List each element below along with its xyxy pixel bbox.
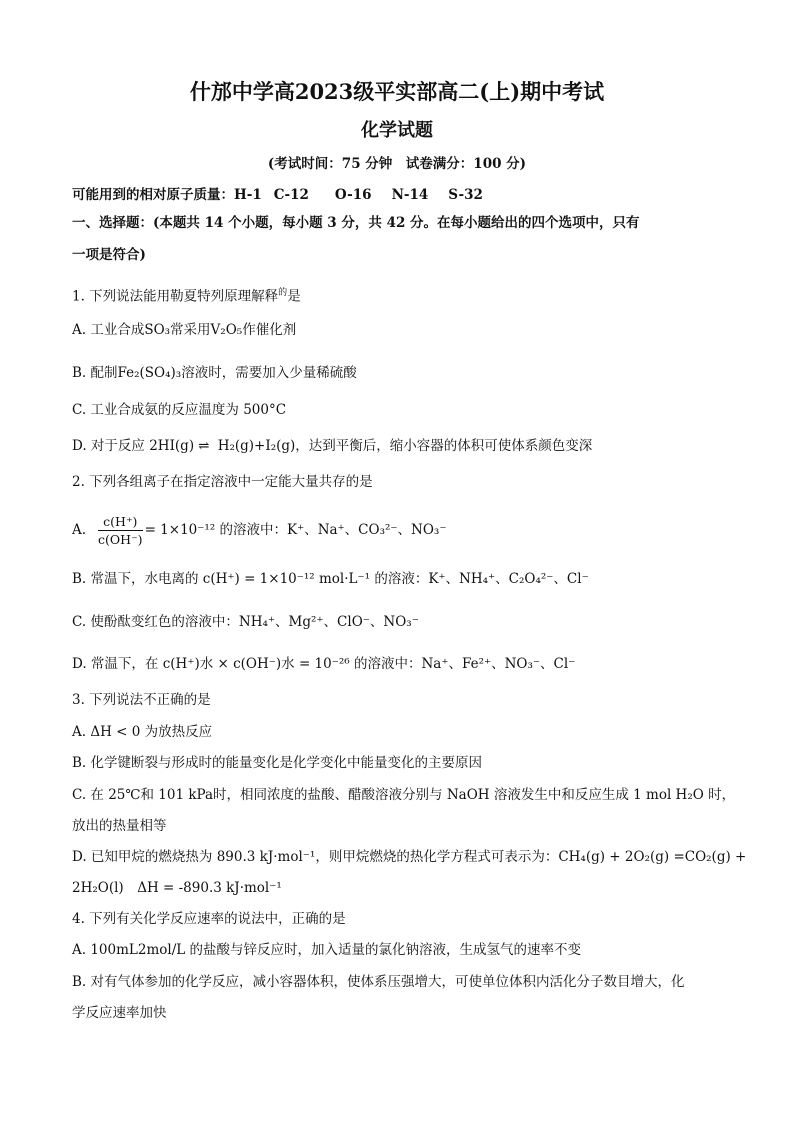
q4-stem: 4. 下列有关化学反应速率的说法中，正确的是 xyxy=(72,911,346,927)
atomic-masses-label: 可能用到的相对原子质量： xyxy=(72,187,234,203)
q3-option-c-line1: C. 在 25℃和 101 kPa时，相同浓度的盐酸、醋酸溶液分别与 NaOH 溶液发生中和反应生成 1 mol H₂O 时， xyxy=(72,787,736,803)
q4-option-b-line1: B. 对有气体参加的化学反应，减小容器体积，使体系压强增大，可使单位体积内活化分子数目增大，化 xyxy=(72,974,685,990)
atomic-mass-s: S-32 xyxy=(448,187,483,203)
q1-stem-end: 是 xyxy=(287,288,301,305)
exam-title: 什邡中学高2023级平实部高二(上)期中考试 xyxy=(189,79,605,104)
atomic-mass-o: O-16 xyxy=(334,187,372,203)
fraction-numerator: c(H⁺) xyxy=(98,513,143,531)
q2-option-b: B. 常温下，水电离的 c(H⁺) = 1×10⁻¹² mol·L⁻¹ 的溶液：K⁺、NH₄⁺、C₂O₄²⁻、Cl⁻ xyxy=(72,571,589,587)
q1-option-d xyxy=(72,437,592,455)
q2-option-a-rest: = 1×10⁻¹² 的溶液中：K⁺、Na⁺、CO₃²⁻、NO₃⁻ xyxy=(144,522,447,538)
section-heading-line2: 一项是符合) xyxy=(72,247,146,263)
q2-option-c: C. 使酚酞变红色的溶液中：NH₄⁺、Mg²⁺、ClO⁻、NO₃⁻ xyxy=(72,614,419,630)
q3-stem: 3. 下列说法不正确的是 xyxy=(72,692,211,708)
q2-option-a-label: A. xyxy=(72,522,87,538)
q2-stem: 2. 下列各组离子在指定溶液中一定能大量共存的是 xyxy=(72,474,373,490)
atomic-masses-line xyxy=(72,186,483,204)
q1-stem-text: 1. 下列说法能用勒夏特列原理解释 xyxy=(72,288,279,305)
atomic-mass-c: C-12 xyxy=(273,187,309,203)
subject-title: 化学试题 xyxy=(361,120,433,141)
section-heading-line1: 一、选择题：(本题共 14 个小题，每小题 3 分，共 42 分。在每小题给出的四个选项中，只有 xyxy=(72,215,640,231)
q1-stem-mark: 的 xyxy=(278,288,288,298)
q2-option-a-fraction xyxy=(98,513,143,548)
q3-option-b: B. 化学键断裂与形成时的能量变化是化学变化中能量变化的主要原因 xyxy=(72,755,483,771)
q1-option-a: A. 工业合成SO₃常采用V₂O₅作催化剂 xyxy=(72,322,297,338)
atomic-mass-n: N-14 xyxy=(391,187,429,203)
q3-option-a: A. ΔH < 0 为放热反应 xyxy=(72,724,213,740)
q1-stem xyxy=(72,284,301,306)
equilibrium-arrow-icon: ⇌ xyxy=(198,438,210,454)
q1-option-c: C. 工业合成氨的反应温度为 500°C xyxy=(72,402,287,418)
q3-option-c-line2: 放出的热量相等 xyxy=(72,818,167,834)
q3-option-d-line2: 2H₂O(l) ΔH = -890.3 kJ·mol⁻¹ xyxy=(72,880,282,896)
q4-option-a: A. 100mL2mol/L 的盐酸与锌反应时，加入适量的氯化钠溶液，生成氢气的速率不变 xyxy=(72,942,582,958)
fraction-denominator: c(OH⁻) xyxy=(98,532,143,547)
q3-option-d-line1: D. 已知甲烷的燃烧热为 890.3 kJ·mol⁻¹，则甲烷燃烧的热化学方程式可表示为：CH₄(g) + 2O₂(g) =CO₂(g) + xyxy=(72,849,747,865)
q2-option-d: D. 常温下，在 c(H⁺)水 × c(OH⁻)水 = 10⁻²⁶ 的溶液中：Na⁺、Fe²⁺、NO₃⁻、Cl⁻ xyxy=(72,656,576,672)
q4-option-b-line2: 学反应速率加快 xyxy=(72,1005,167,1021)
q2-option-a xyxy=(72,503,446,557)
q1-option-b: B. 配制Fe₂(SO₄)₃溶液时，需要加入少量稀硫酸 xyxy=(72,365,357,381)
q1-option-d-pre: D. 对于反应 2HI(g) xyxy=(72,438,195,454)
q1-option-d-post: H₂(g)+I₂(g)，达到平衡后，缩小容器的体积可使体系颜色变深 xyxy=(213,438,593,454)
atomic-mass-h: H-1 xyxy=(234,187,262,203)
exam-info: (考试时间：75 分钟 试卷满分：100 分) xyxy=(267,156,527,172)
